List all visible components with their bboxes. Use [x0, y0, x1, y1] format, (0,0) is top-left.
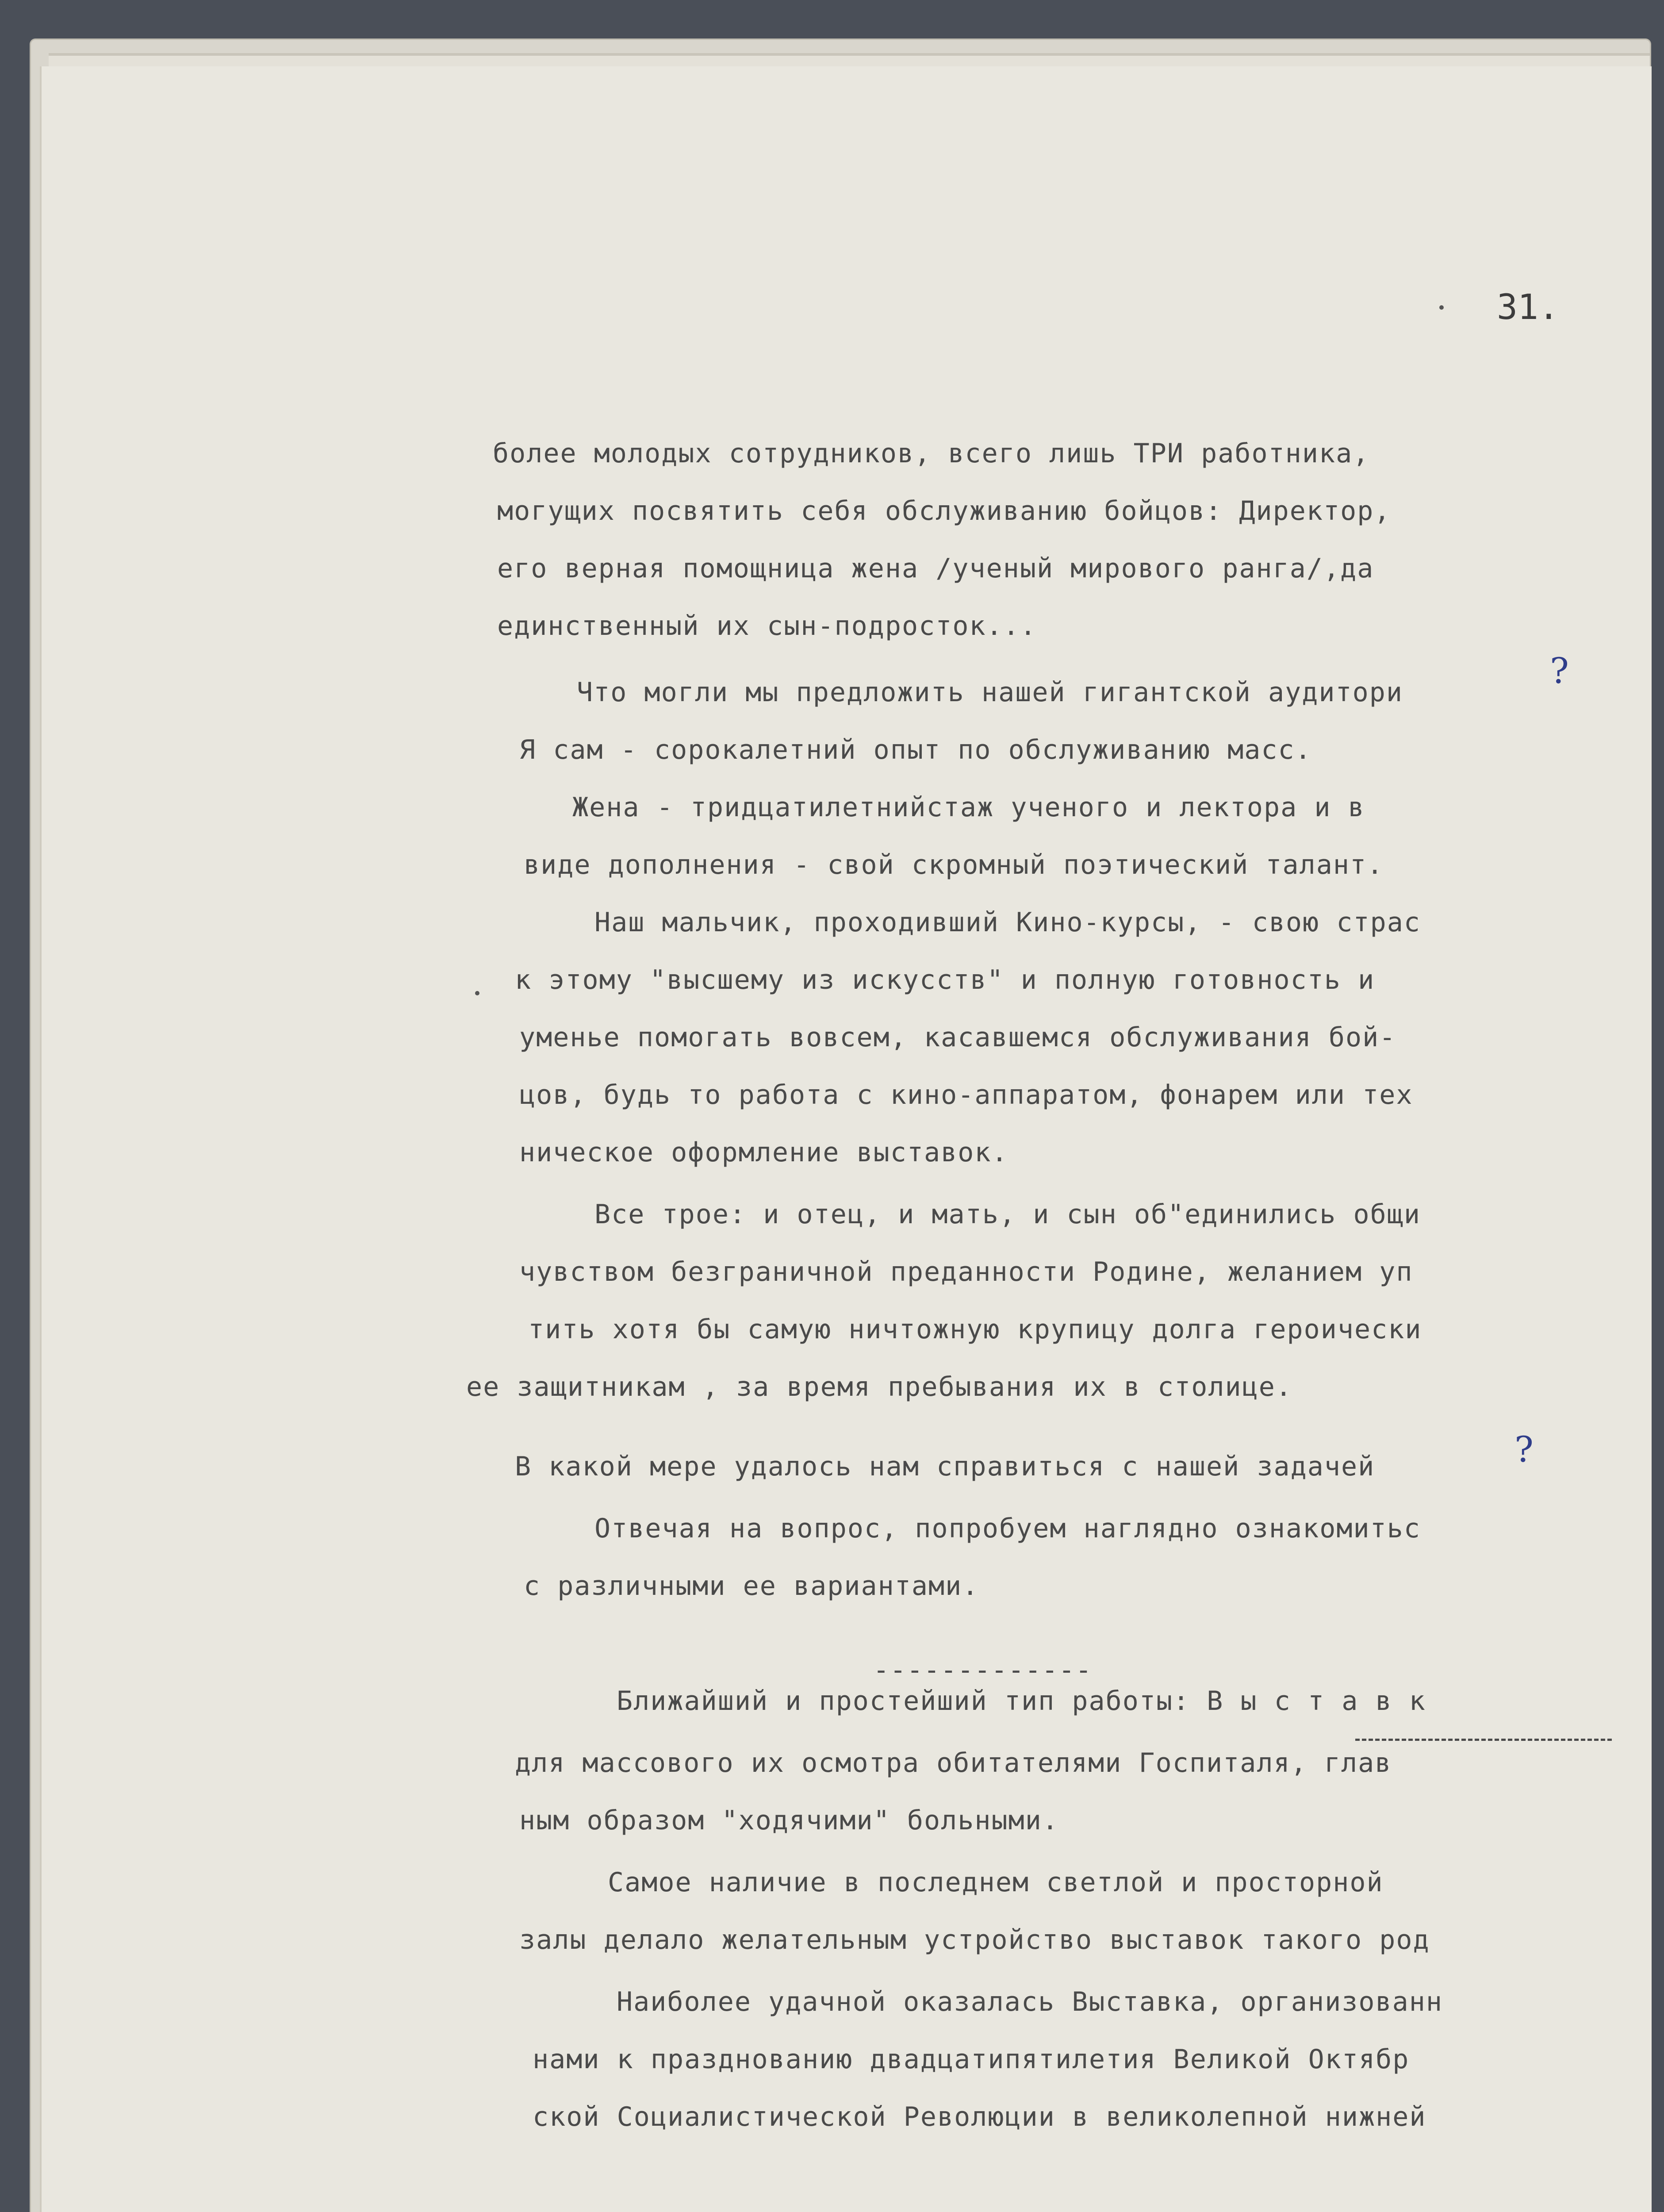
section-divider: ------------- — [873, 1655, 1093, 1686]
text-line: Жена - тридцатилетнийстаж ученого и лектора и в — [572, 792, 1365, 823]
text-line: тить хотя бы самую ничтожную крупицу долга героически — [528, 1314, 1422, 1345]
text-line: для массового их осмотра обитателями Госпиталя, глав — [515, 1747, 1392, 1778]
text-line: ническое оформление выставок. — [519, 1137, 1008, 1168]
text-line: Что могли мы предложить нашей гигантской аудитори — [577, 677, 1403, 708]
text-line: В какой мере удалось нам справиться с нашей задачей — [515, 1451, 1375, 1482]
text-line: уменье помогать вовсем, касавшемся обслуживания бой- — [519, 1022, 1396, 1053]
text-line: цов, будь то работа с кино-аппаратом, фонарем или тех — [519, 1079, 1413, 1110]
typed-text-block — [42, 66, 1652, 2212]
text-line: нами к празднованию двадцатипятилетия Великой Октябр — [533, 2044, 1410, 2075]
text-line: Наиболее удачной оказалась Выставка, организованн — [617, 1986, 1443, 2017]
text-line: ным образом "ходячими" больными. — [519, 1805, 1059, 1836]
text-line: Все трое: и отец, и мать, и сын об"единились общи — [594, 1199, 1421, 1230]
text-line: Ближайший и простейший тип работы: В ы с т а в к — [617, 1686, 1426, 1717]
text-line: виде дополнения - свой скромный поэтический талант. — [524, 849, 1384, 880]
handwritten-question-mark: ? — [1514, 1429, 1534, 1470]
text-line: его верная помощница жена /ученый мирового ранга/,да — [497, 553, 1374, 584]
text-line: Наш мальчик, проходивший Кино-курсы, - свою страс — [594, 907, 1421, 938]
text-line: залы делало желательным устройство выставок такого род — [519, 1924, 1430, 1955]
text-line: Я сам - сорокалетний опыт по обслуживанию масс. — [519, 734, 1312, 765]
text-line: могущих посвятить себя обслуживанию бойцов: Директор, — [497, 495, 1391, 526]
text-line: ее защитникам , за время пребывания их в столице. — [466, 1371, 1293, 1402]
text-line: ской Социалистической Революции в великолепной нижней — [533, 2101, 1426, 2132]
text-line: к этому "высшему из искусств" и полную готовность и — [515, 964, 1375, 995]
page-number: 31. — [1497, 288, 1559, 327]
text-line: чувством безграничной преданности Родине, желанием уп — [519, 1256, 1413, 1287]
dashed-underline — [1355, 1739, 1612, 1741]
text-line: с различными ее вариантами. — [524, 1571, 979, 1601]
ink-dot — [1439, 305, 1444, 310]
text-line: Самое наличие в последнем светлой и просторной — [608, 1867, 1384, 1898]
document-page — [40, 66, 1652, 2212]
text-line: Отвечая на вопрос, попробуем наглядно ознакомитьс — [594, 1513, 1421, 1544]
text-line: более молодых сотрудников, всего лишь ТРИ работника, — [493, 438, 1370, 469]
handwritten-question-mark: ? — [1550, 650, 1569, 691]
ink-dot — [475, 991, 479, 995]
text-line: единственный их сын-подросток... — [497, 611, 1037, 641]
